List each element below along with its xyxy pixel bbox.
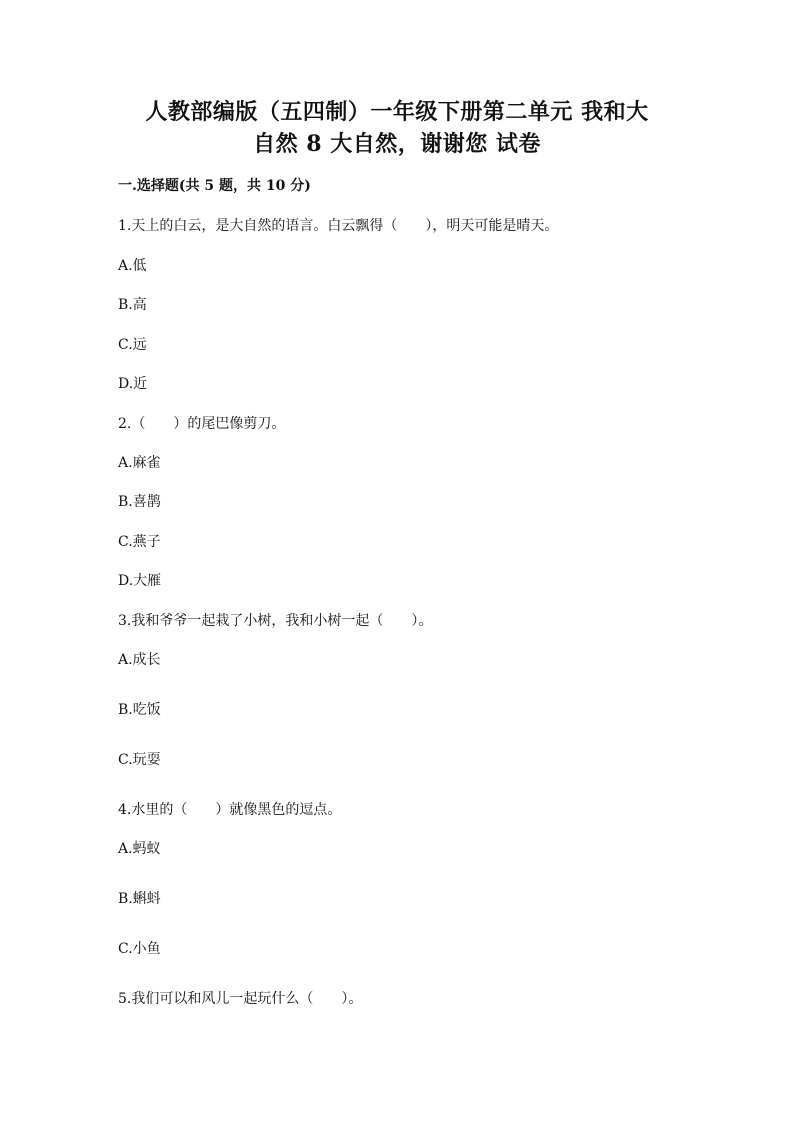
question-2-option-a: A.麻雀 — [118, 455, 161, 471]
question-4-stem: 4.水里的（ ）就像黑色的逗点。 — [118, 802, 342, 818]
question-2-stem: 2.（ ）的尾巴像剪刀。 — [118, 416, 286, 432]
document-title-line-1: 人教部编版（五四制）一年级下册第二单元 我和大 — [145, 99, 649, 125]
question-2-option-c: C.燕子 — [118, 534, 161, 550]
question-2-option-b: B.喜鹊 — [118, 494, 161, 510]
document-title-line-2: 自然 8 大自然，谢谢您 试卷 — [253, 131, 541, 157]
question-1-option-d: D.近 — [118, 376, 148, 392]
question-4-option-b: B.蝌蚪 — [118, 891, 161, 907]
question-2-option-d: D.大雁 — [118, 573, 162, 589]
question-4-option-a: A.蚂蚁 — [118, 841, 161, 857]
question-3-option-a: A.成长 — [118, 652, 161, 668]
section-heading: 一.选择题(共 5 题，共 10 分) — [118, 178, 311, 194]
question-3-option-c: C.玩耍 — [118, 752, 161, 768]
question-1-option-b: B.高 — [118, 297, 147, 313]
question-4-option-c: C.小鱼 — [118, 941, 161, 957]
question-3-stem: 3.我和爷爷一起栽了小树，我和小树一起（ ）。 — [118, 613, 433, 629]
question-1-option-c: C.远 — [118, 337, 147, 353]
question-1-option-a: A.低 — [118, 258, 147, 274]
question-3-option-b: B.吃饭 — [118, 702, 161, 718]
question-1-stem: 1.天上的白云，是大自然的语言。白云飘得（ ），明天可能是晴天。 — [118, 218, 559, 234]
question-5-stem: 5.我们可以和风儿一起玩什么（ ）。 — [118, 991, 363, 1007]
